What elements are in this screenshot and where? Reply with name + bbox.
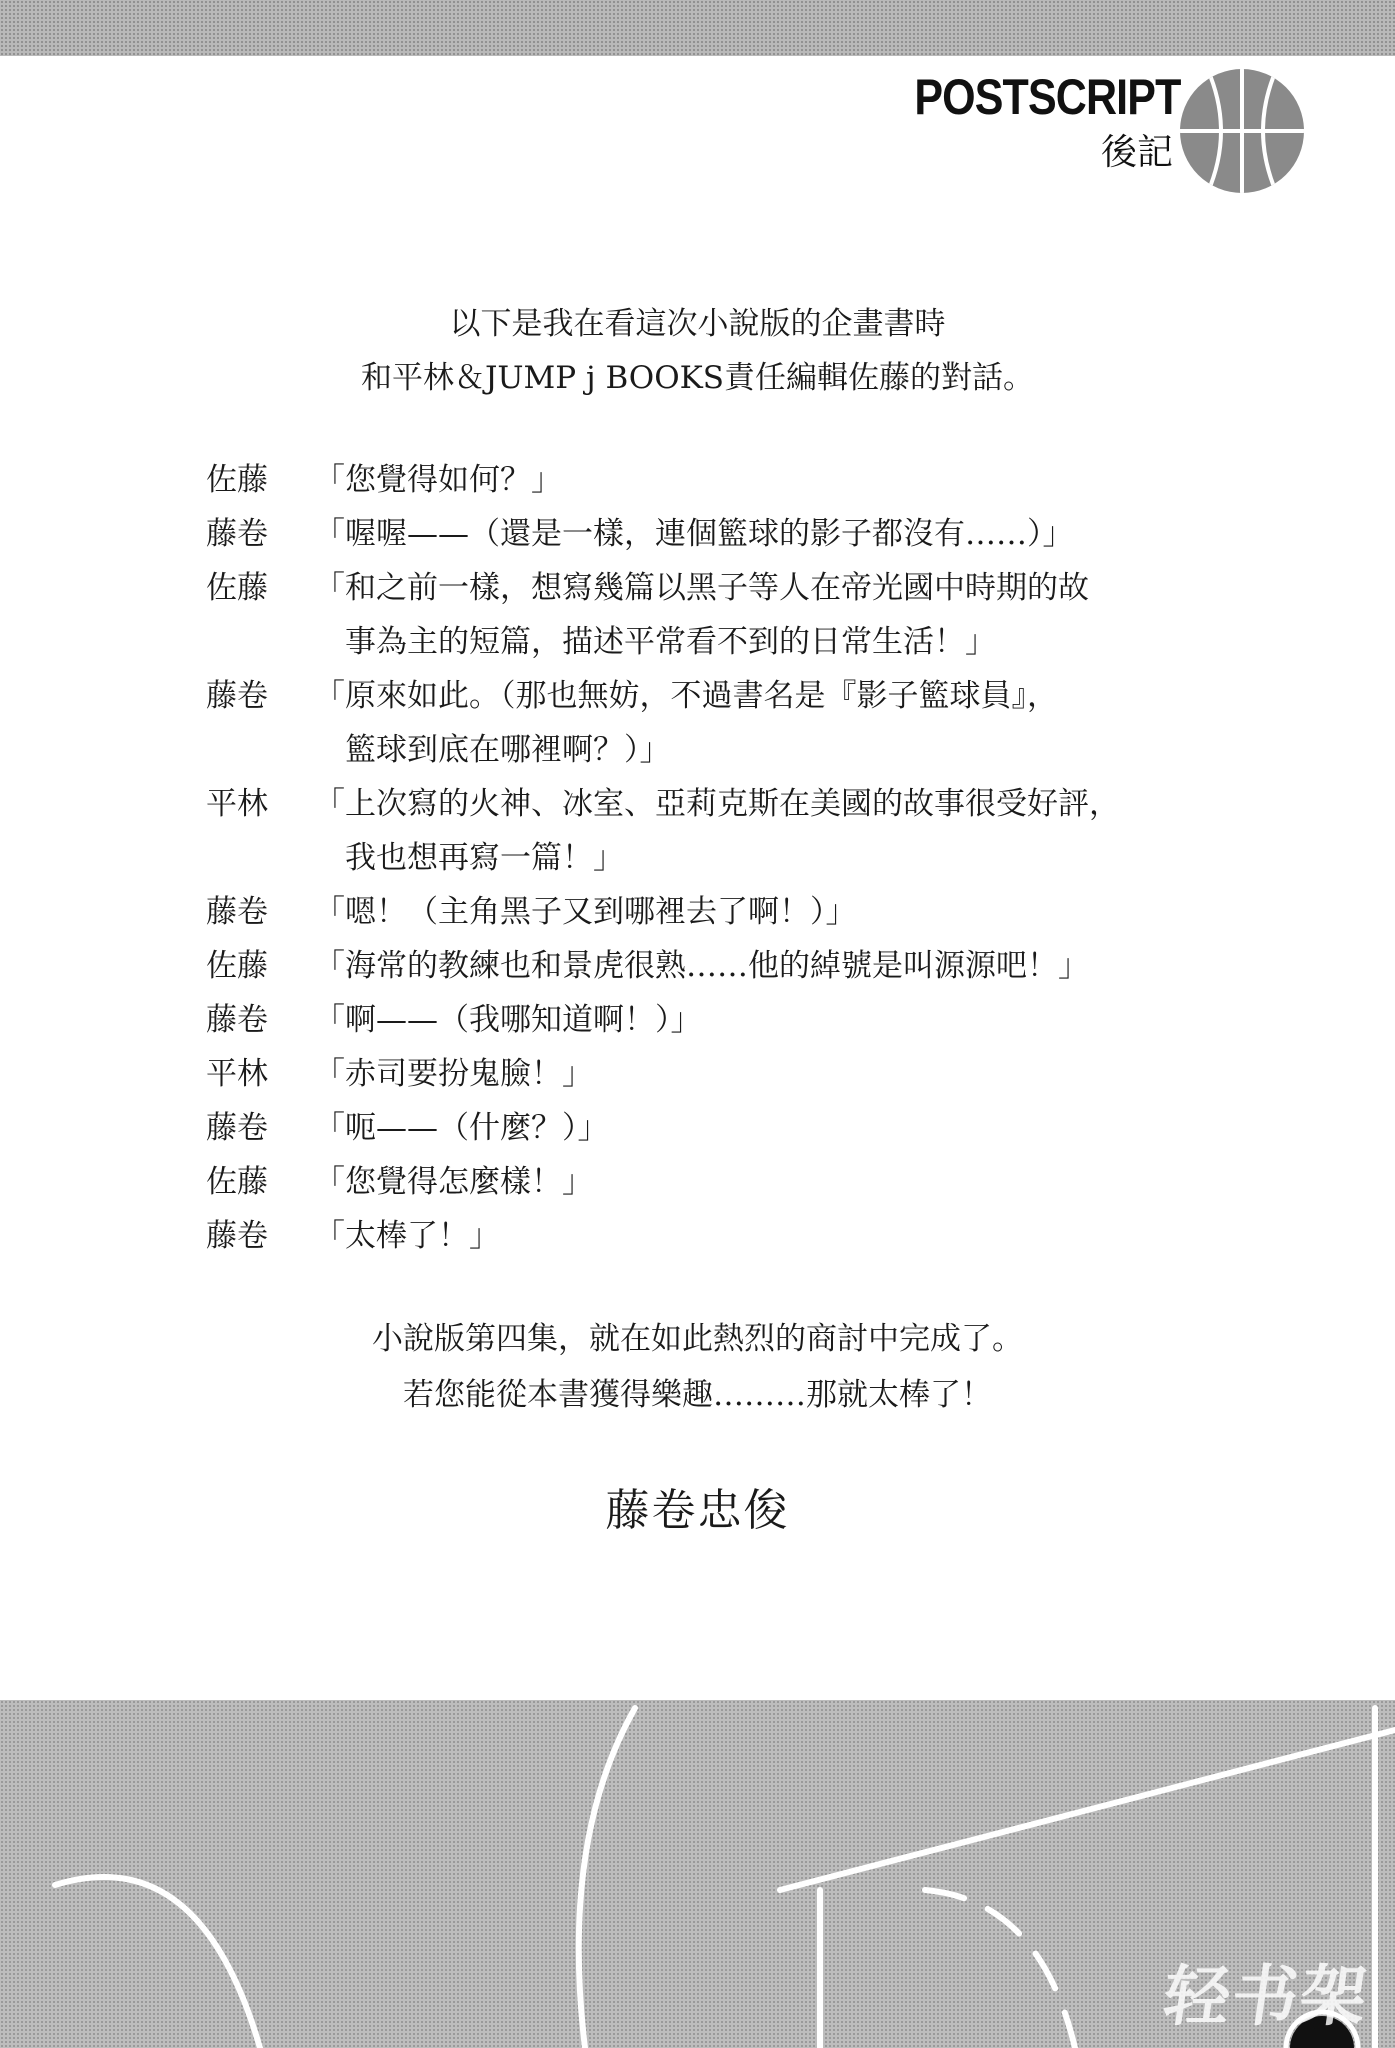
utterance (314, 1209, 1256, 1263)
dialogue-entry (206, 1101, 1256, 1155)
speaker-name: 佐藤 (206, 948, 268, 984)
utterance-line: 事為主的短篇，描述平常看不到的日常生活！」 (314, 624, 996, 660)
speaker-name: 藤卷 (206, 1218, 268, 1254)
utterance-line: 「呃——（什麼？）」 (314, 1110, 609, 1146)
speaker-name: 平林 (206, 1056, 268, 1092)
utterance (314, 507, 1256, 561)
dialogue-entry (206, 1155, 1256, 1209)
utterance-line: 「和之前一樣，想寫幾篇以黑子等人在帝光國中時期的故 (314, 570, 1089, 606)
intro-line: 以下是我在看這次小說版的企畫書時 (449, 306, 946, 342)
dialogue-entry (206, 777, 1256, 885)
utterance-line: 「太棒了！」 (314, 1218, 500, 1254)
postscript-header (695, 60, 1395, 200)
speaker-name: 藤卷 (206, 894, 268, 930)
author-signature: 藤卷忠俊 (605, 1485, 790, 1536)
dialogue-entry (206, 939, 1256, 993)
dialogue-entry (206, 1209, 1256, 1263)
utterance (314, 1047, 1256, 1101)
dialogue-entry (206, 453, 1256, 507)
utterance-line: 「嗯！（主角黑子又到哪裡去了啊！）」 (314, 894, 857, 930)
closing-paragraph (0, 1311, 1395, 1423)
basketball-icon (1177, 66, 1307, 196)
speaker-name: 佐藤 (206, 570, 268, 606)
speaker-name: 藤卷 (206, 678, 268, 714)
dialogue-entry (206, 669, 1256, 777)
utterance-line: 「喔喔——（還是一樣，連個籃球的影子都沒有……）」 (314, 516, 1074, 552)
page-title: POSTSCRIPT (913, 69, 1180, 125)
closing-line: 若您能從本書獲得樂趣………那就太棒了！ (403, 1377, 992, 1413)
utterance (314, 777, 1256, 885)
page-subtitle: 後記 (1100, 132, 1173, 173)
intro-line: 和平林＆JUMP j BOOKS責任編輯佐藤的對話。 (360, 360, 1035, 396)
speaker-name: 佐藤 (206, 462, 268, 498)
utterance (314, 939, 1256, 993)
utterance-line: 「您覺得如何？」 (314, 462, 562, 498)
speaker-name: 藤卷 (206, 516, 268, 552)
utterance-line: 「上次寫的火神、冰室、亞莉克斯在美國的故事很受好評， (314, 786, 1120, 822)
watermark-text: 轻书架 (1158, 1958, 1374, 2035)
dialogue-entry (206, 885, 1256, 939)
utterance (314, 885, 1256, 939)
dialogue-entry (206, 1047, 1256, 1101)
dialogue-entry (206, 993, 1256, 1047)
intro-paragraph (0, 297, 1395, 405)
utterance (314, 993, 1256, 1047)
speaker-name: 佐藤 (206, 1164, 268, 1200)
dialogue-entry (206, 507, 1256, 561)
utterance (314, 561, 1256, 669)
speaker-name: 藤卷 (206, 1110, 268, 1146)
utterance-line: 我也想再寫一篇！」 (314, 840, 624, 876)
utterance-line: 籃球到底在哪裡啊？）」 (314, 732, 671, 768)
dialogue-list (206, 453, 1256, 1263)
speaker-name: 平林 (206, 786, 268, 822)
utterance (314, 1155, 1256, 1209)
closing-line: 小說版第四集，就在如此熱烈的商討中完成了。 (372, 1321, 1023, 1357)
utterance (314, 669, 1256, 777)
utterance-line: 「赤司要扮鬼臉！」 (314, 1056, 593, 1092)
utterance-line: 「原來如此。（那也無妨，不過書名是『影子籃球員』， (314, 678, 1058, 714)
utterance (314, 1101, 1256, 1155)
utterance-line: 「啊——（我哪知道啊！）」 (314, 1002, 702, 1038)
speaker-name: 藤卷 (206, 1002, 268, 1038)
utterance-line: 「您覺得怎麼樣！」 (314, 1164, 593, 1200)
top-halftone-band (0, 0, 1395, 56)
dialogue-entry (206, 561, 1256, 669)
utterance (314, 453, 1256, 507)
utterance-line: 「海常的教練也和景虎很熟……他的綽號是叫源源吧！」 (314, 948, 1089, 984)
